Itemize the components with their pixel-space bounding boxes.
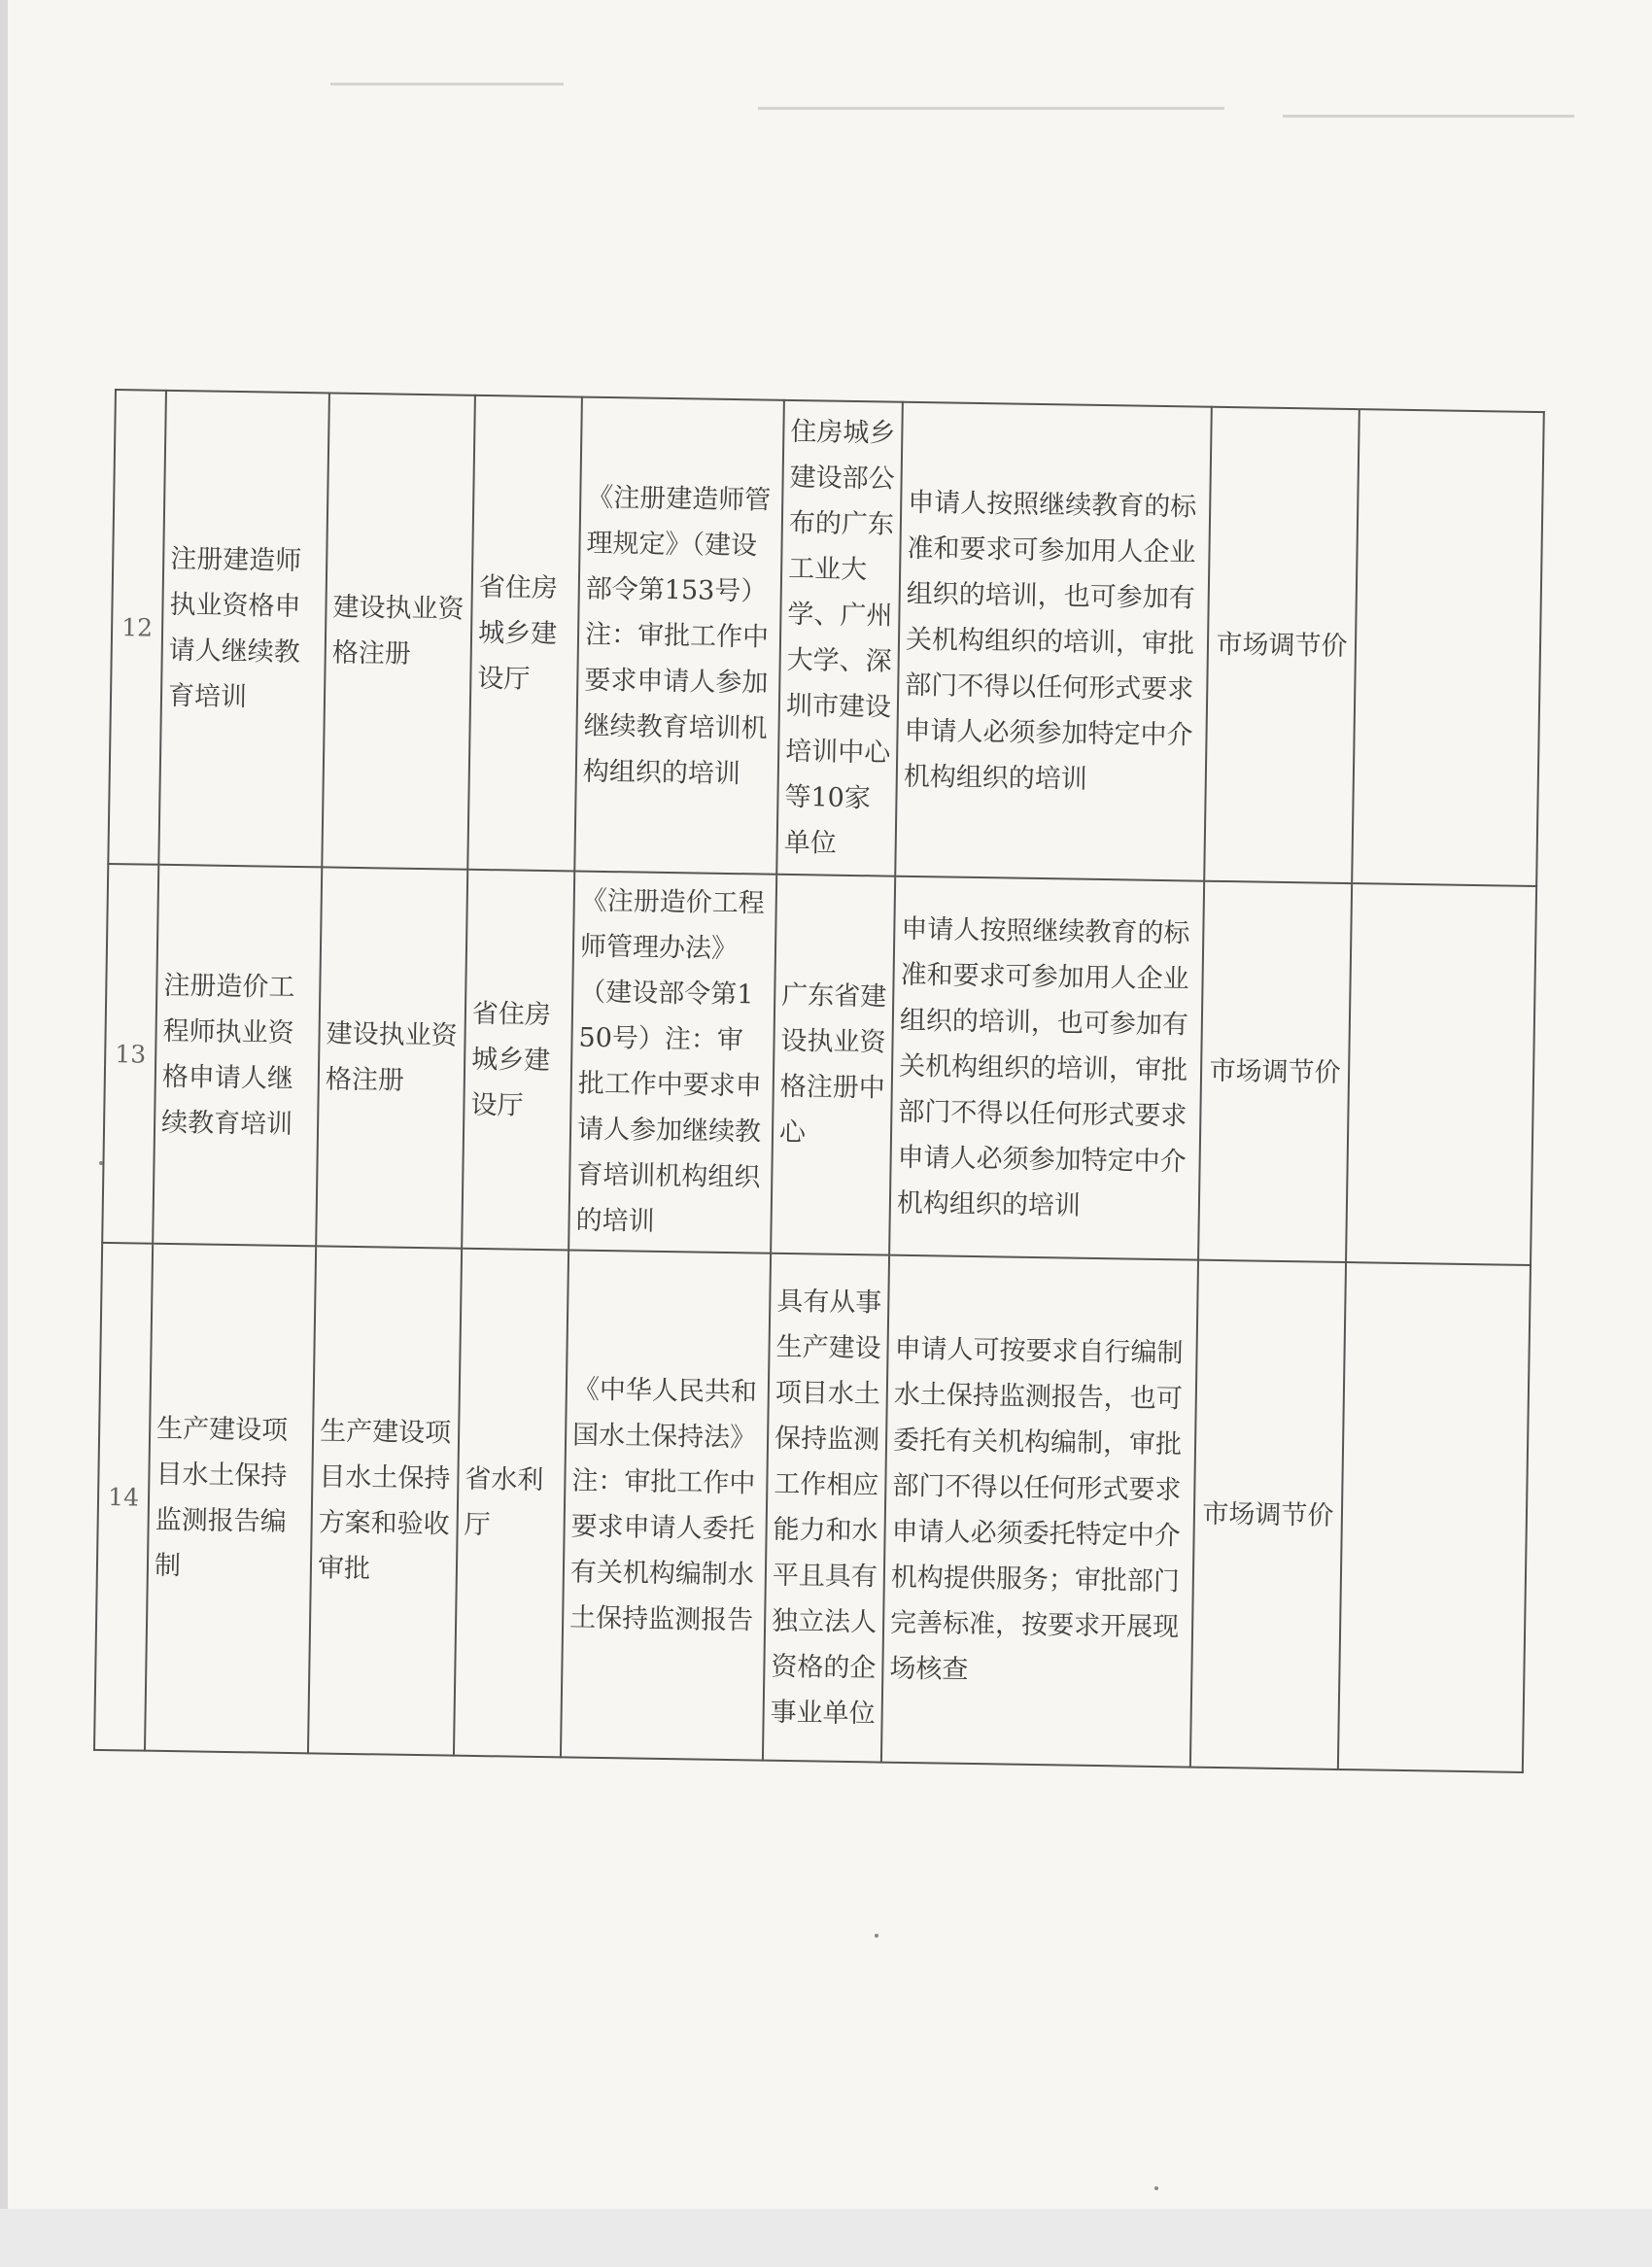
provider-cell: 具有从事生产建设项目水土保持监测工作相应能力和水平且具有独立法人资格的企事业单位 <box>763 1254 889 1763</box>
scan-edge-bottom <box>0 2209 1652 2267</box>
measure-cell: 申请人可按要求自行编制水土保持监测报告，也可委托有关机构编制，审批部门不得以任何形式要求申请人必须委托特定中介机构提供服务；审批部门完善标准，按要求开展现场核查 <box>881 1255 1198 1768</box>
table-row <box>102 864 1536 1265</box>
scan-noise-mark <box>758 107 1224 110</box>
matter-cell: 建设执业资格注册 <box>322 393 475 869</box>
item-cell: 注册造价工程师执业资格申请人继续教育培训 <box>153 865 322 1247</box>
scan-edge-left <box>0 0 8 2267</box>
note-cell <box>1346 883 1536 1265</box>
scan-noise-mark <box>1283 115 1574 118</box>
item-cell: 生产建设项目水土保持监测报告编制 <box>145 1244 316 1754</box>
row-number: 12 <box>108 390 166 865</box>
scan-noise-mark <box>330 83 564 86</box>
row-number: 13 <box>102 864 158 1244</box>
department-cell: 省水利厅 <box>454 1249 568 1758</box>
service-table <box>93 389 1545 1773</box>
price-cell: 市场调节价 <box>1190 1260 1346 1769</box>
provider-cell: 广东省建设执业资格注册中心 <box>771 875 895 1255</box>
row-number: 14 <box>94 1243 153 1751</box>
scan-speck <box>875 1934 878 1938</box>
department-cell: 省住房城乡建设厅 <box>462 870 574 1251</box>
measure-cell: 申请人按照继续教育的标准和要求可参加用人企业组织的培训，也可参加有关机构组织的培训，审批部门不得以任何形式要求申请人必须参加特定中介机构组织的培训 <box>889 876 1204 1260</box>
basis-cell: 《注册造价工程师管理办法》（建设部令第150号）注：审批工作中要求申请人参加继续教育培训机构组织的培训 <box>568 871 776 1253</box>
matter-cell: 建设执业资格注册 <box>316 867 467 1248</box>
price-cell: 市场调节价 <box>1204 407 1359 883</box>
table-row <box>108 390 1543 886</box>
table-row <box>94 1243 1531 1772</box>
basis-cell: 《注册建造师管理规定》（建设部令第153号）注：审批工作中要求申请人参加继续教育培训机构组织的培训 <box>574 397 784 875</box>
item-cell: 注册建造师执业资格申请人继续教育培训 <box>158 391 329 868</box>
price-cell: 市场调节价 <box>1198 881 1352 1262</box>
scan-speck <box>1154 2186 1158 2190</box>
note-cell <box>1338 1262 1531 1772</box>
basis-cell: 《中华人民共和国水土保持法》注：审批工作中要求申请人委托有关机构编制水土保持监测报告 <box>561 1250 771 1760</box>
provider-cell: 住房城乡建设部公布的广东工业大学、广州大学、深圳市建设培训中心等10家单位 <box>776 400 903 876</box>
table-sheet <box>93 389 1543 1773</box>
matter-cell: 生产建设项目水土保持方案和验收审批 <box>308 1246 462 1755</box>
note-cell <box>1352 409 1544 886</box>
department-cell: 省住房城乡建设厅 <box>467 395 582 872</box>
measure-cell: 申请人按照继续教育的标准和要求可参加用人企业组织的培训，也可参加有关机构组织的培训，审批部门不得以任何形式要求申请人必须参加特定中介机构组织的培训 <box>895 402 1212 881</box>
